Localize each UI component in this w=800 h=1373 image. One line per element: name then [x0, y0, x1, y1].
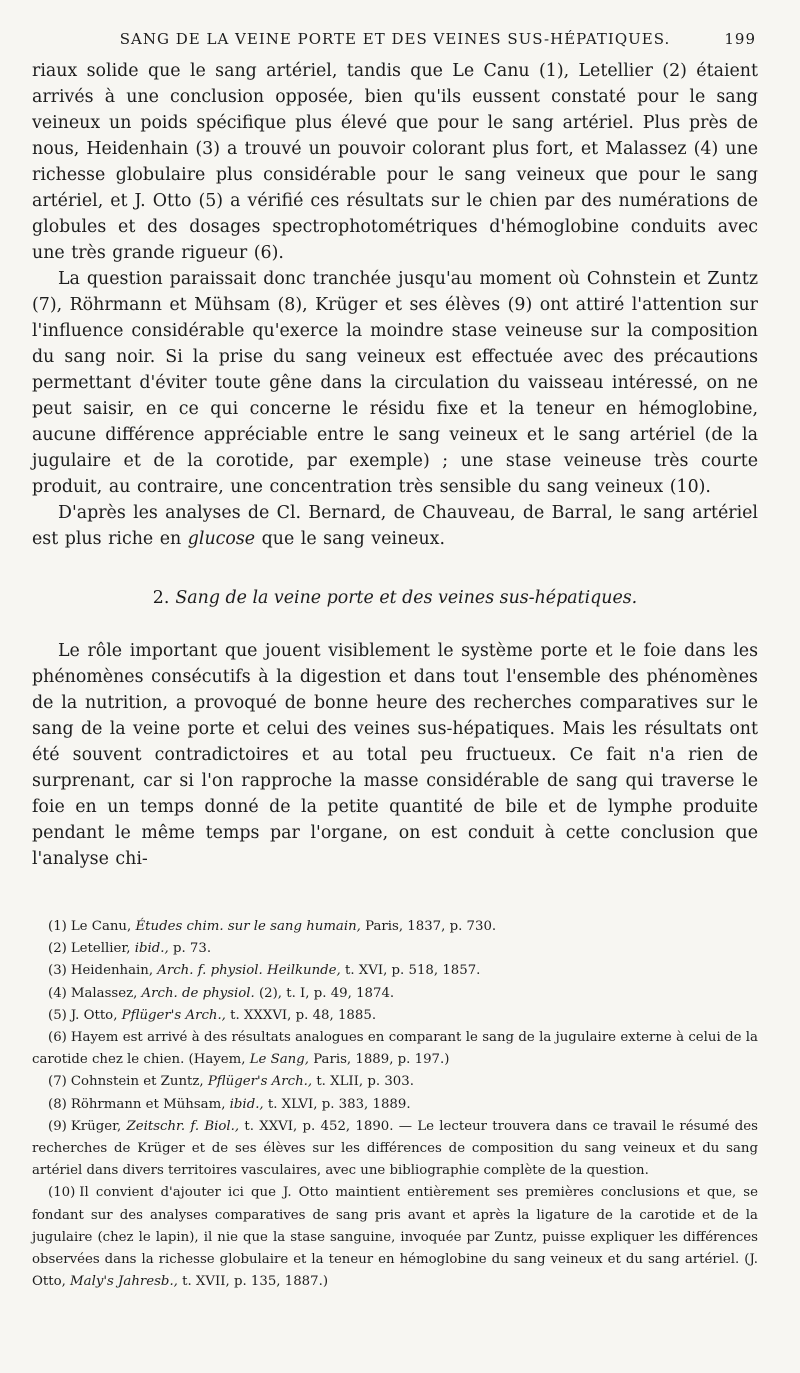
footnote: (5) J. Otto, Pflüger's Arch., t. XXXVI, p. 48, 1885. — [48, 1007, 377, 1023]
footnote: (7) Cohnstein et Zuntz, Pflüger's Arch., t. XLII, p. 303. — [48, 1074, 414, 1090]
footnotes — [32, 916, 758, 1293]
main-text — [32, 58, 758, 872]
footnote: (8) Röhrmann et Mühsam, ibid., t. XLVI, p. 383, 1889. — [48, 1096, 411, 1112]
running-title: SANG DE LA VEINE PORTE ET DES VEINES SUS-HÉPATIQUES. — [119, 30, 671, 48]
paragraph: riaux solide que le sang artériel, tandis que Le Canu (1), Letellier (2) étaient arrivés à une conclusion opposée, bien qu'ils eussent constaté pour le sang veineux un poids spécifique plus élevé que pour le sang artériel. Plus près de nous, Heidenhain (3) a trouvé un pouvoir colorant plus fort, et Malassez (4) une richesse globulaire plus considérable pour le sang veineux que pour le sang artériel, et J. Otto (5) a vérifié ces résultats sur le chien par des numérations de globules et des dosages spectrophotométriques d'hémoglobine conduits avec une très grande rigueur (6). — [32, 61, 758, 263]
section-heading — [32, 588, 758, 608]
paragraph: Le rôle important que jouent visiblement le système porte et le foie dans les phénomènes consécutifs à la digestion et dans tout l'ensemble des phénomènes de la nutrition, a provoqué de bonne heure des recherches comparatives sur le sang de la veine porte et celui des veines sus-hépatiques. Mais les résultats ont été souvent contradictoires et au total peu fructueux. Ce fait n'a rien de surprenant, car si l'on rapproche la masse considérable de sang qui traverse le foie en un temps donné de la petite quantité de bile et de lymphe produite pendant le même temps par l'organe, on est conduit à cette conclusion que l'analyse chi- — [32, 641, 758, 869]
footnote: (4) Malassez, Arch. de physiol. (2), t. I, p. 49, 1874. — [48, 985, 395, 1001]
footnote: (3) Heidenhain, Arch. f. physiol. Heilkunde, t. XVI, p. 518, 1857. — [48, 963, 481, 979]
footnote: (2) Letellier, ibid., p. 73. — [48, 941, 212, 957]
running-header — [32, 28, 758, 58]
section-title: Sang de la veine porte et des veines sus-hépatiques. — [175, 588, 638, 608]
footnote: (10) Il convient d'ajouter ici que J. Otto maintient entièrement ses premières conclusions et que, se fondant sur des analyses comparatives de sang pris avant et après la ligature de la carotide et de la jugulaire (chez le lapin), il nie que la stase sanguine, invoquée par Zuntz, puisse expliquer les différences observées dans la richesse globulaire et la teneur en hémoglobine du sang veineux et du sang artériel. (J. Otto, Maly's Jahresb., t. XVII, p. 135, 1887.) — [32, 1185, 758, 1290]
footnote: (1) Le Canu, Études chim. sur le sang humain, Paris, 1837, p. 730. — [48, 919, 497, 934]
footnote: (9) Krüger, Zeitschr. f. Biol., t. XXVI, p. 452, 1890. — Le lecteur trouvera dans ce travail le résumé des recherches de Krüger et de ses élèves sur les différences de composition du sang veineux et du sang artériel dans divers territoires vasculaires, avec une bibliographie complète de la question. — [32, 1118, 758, 1179]
paragraph: D'après les analyses de Cl. Bernard, de Chauveau, de Barral, le sang artériel est plus riche en glucose que le sang veineux. — [32, 503, 758, 549]
section-number: 2. — [152, 588, 170, 608]
footnote: (6) Hayem est arrivé à des résultats analogues en comparant le sang de la jugulaire externe à celui de la carotide chez le chien. (Hayem, Le Sang, Paris, 1889, p. 197.) — [32, 1030, 758, 1068]
paragraph: La question paraissait donc tranchée jusqu'au moment où Cohnstein et Zuntz (7), Röhrmann et Mühsam (8), Krüger et ses élèves (9) ont attiré l'attention sur l'influence considérable qu'exerce la moindre stase veineuse sur la composition du sang noir. Si la prise du sang veineux est effectuée avec des précautions permettant d'éviter toute gêne dans la circulation du vaisseau intéressé, on ne peut saisir, en ce qui concerne le résidu fixe et la teneur en hémoglobine, aucune différence appréciable entre le sang veineux et le sang artériel (de la jugulaire et de la corotide, par exemple) ; une stase veineuse très courte produit, au contraire, une concentration très sensible du sang veineux (10). — [32, 269, 758, 497]
page-number: 199 — [724, 30, 756, 48]
